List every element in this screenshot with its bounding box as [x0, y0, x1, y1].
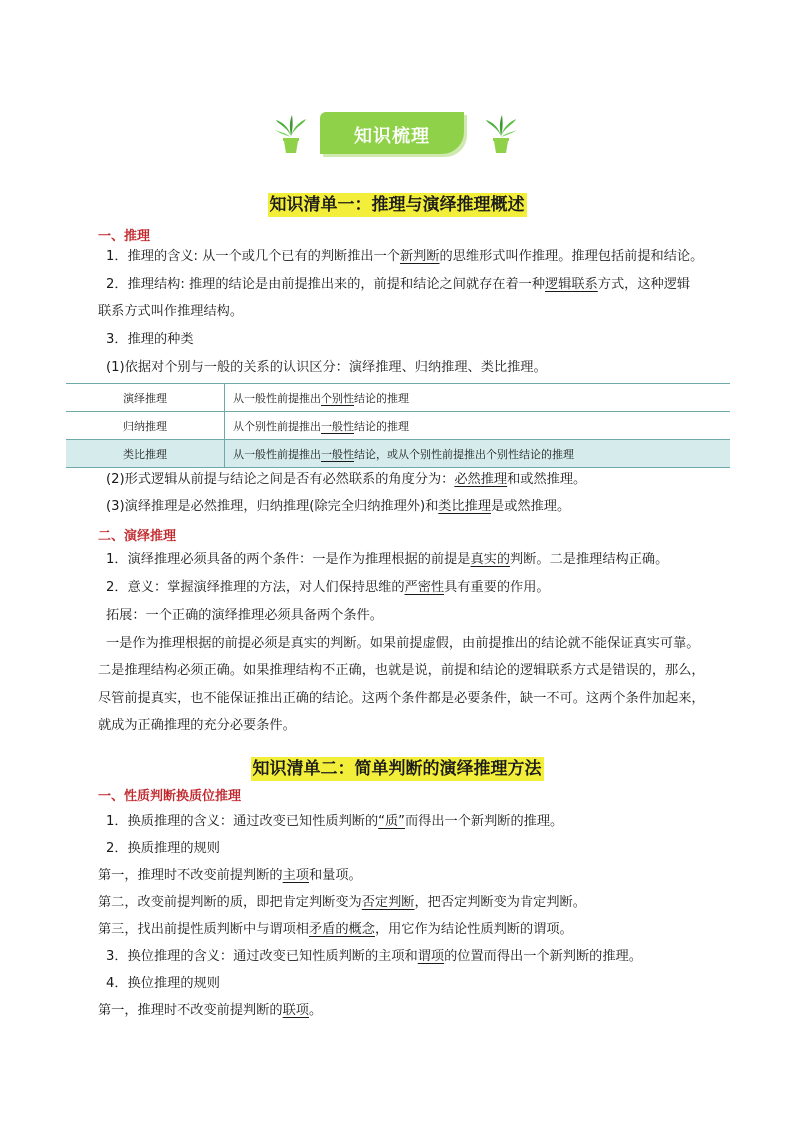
- para-q6: 3．换位推理的含义：通过改变已知性质判断的主项和谓项的位置而得出一个新判断的推理。: [106, 949, 642, 964]
- para-8: 2．意义：掌握演绎推理的方法，对人们保持思维的严密性具有重要的作用。: [106, 580, 550, 595]
- table-cell-name: 归纳推理: [66, 412, 225, 440]
- para-4: (1)依据对个别与一般的关系的认识区分：演绎推理、归纳推理、类比推理。: [106, 360, 547, 375]
- para-q4: 第二，改变前提判断的质，即把肯定判断变为否定判断，把否定判断变为肯定判断。: [98, 895, 586, 910]
- section2-title: 知识清单二：简单判断的演绎推理方法: [252, 759, 542, 779]
- para-9: 拓展：一个正确的演绎推理必须具备两个条件。: [106, 608, 383, 623]
- para-10: 一是作为推理根据的前提必须是真实的判断。如果前提虚假，由前提推出的结论就不能保证真实可靠。: [106, 636, 700, 651]
- para-q2: 2．换质推理的规则: [106, 841, 220, 856]
- reasoning-types-table: [66, 383, 730, 468]
- para-12: 尽管前提真实，也不能保证推出正确的结论。这两个条件都是必要条件，缺一不可。这两个条件加起来，: [98, 691, 705, 706]
- para-2: 2．推理结构: 推理的结论是由前提推出来的，前提和结论之间就存在着一种逻辑联系方式，这种逻辑: [106, 277, 691, 292]
- banner-box: [320, 112, 464, 154]
- table-cell-desc: 从个别性前提推出一般性结论的推理: [225, 412, 731, 440]
- para-q3: 第一，推理时不改变前提判断的主项和量项。: [98, 868, 362, 883]
- table-row: [66, 412, 730, 440]
- table-row: [66, 384, 730, 412]
- para-11: 二是推理结构必须正确。如果推理结构不正确，也就是说，前提和结论的逻辑联系方式是错误的，那么，: [98, 663, 705, 678]
- potted-plant-icon: [274, 114, 308, 154]
- section1-sub2: 二、演绎推理: [98, 529, 177, 544]
- table-cell-name: 类比推理: [66, 440, 225, 468]
- para-2-cont: 联系方式叫作推理结构。: [98, 304, 244, 319]
- table-cell-desc: 从一般性前提推出个别性结论的推理: [225, 384, 731, 412]
- para-q8: 第一，推理时不改变前提判断的联项。: [98, 1003, 323, 1018]
- para-1: 1．推理的含义: 从一个或几个已有的判断推出一个新判断的思维形式叫作推理。推理包括前提和结论。: [106, 249, 704, 264]
- para-q1: 1．换质推理的含义：通过改变已知性质判断的“质”而得出一个新判断的推理。: [106, 814, 564, 829]
- section1-title: 知识清单一：推理与演绎推理概述: [269, 195, 525, 215]
- table-cell-name: 演绎推理: [66, 384, 225, 412]
- section1-sub1: 一、推理: [98, 229, 151, 244]
- table-cell-desc: 从一般性前提推出一般性结论，或从个别性前提推出个别性结论的推理: [225, 440, 731, 468]
- para-13: 就成为正确推理的充分必要条件。: [98, 718, 296, 733]
- para-q7: 4．换位推理的规则: [106, 976, 220, 991]
- knowledge-banner: [0, 112, 794, 158]
- para-5: (2)形式逻辑从前提与结论之间是否有必然联系的角度分为：必然推理和或然推理。: [106, 472, 587, 487]
- para-7: 1．演绎推理必须具备的两个条件：一是作为推理根据的前提是真实的判断。二是推理结构正确。: [106, 552, 669, 567]
- potted-plant-icon: [484, 114, 518, 154]
- table-row: [66, 440, 730, 468]
- para-q5: 第三，找出前提性质判断中与谓项相矛盾的概念，用它作为结论性质判断的谓项。: [98, 922, 573, 937]
- banner-title: 知识梳理: [354, 126, 430, 147]
- section2-sub1: 一、性质判断换质位推理: [98, 789, 242, 804]
- para-3: 3．推理的种类: [106, 332, 194, 347]
- para-6: (3)演绎推理是必然推理，归纳推理(除完全归纳推理外)和类比推理是或然推理。: [106, 499, 571, 514]
